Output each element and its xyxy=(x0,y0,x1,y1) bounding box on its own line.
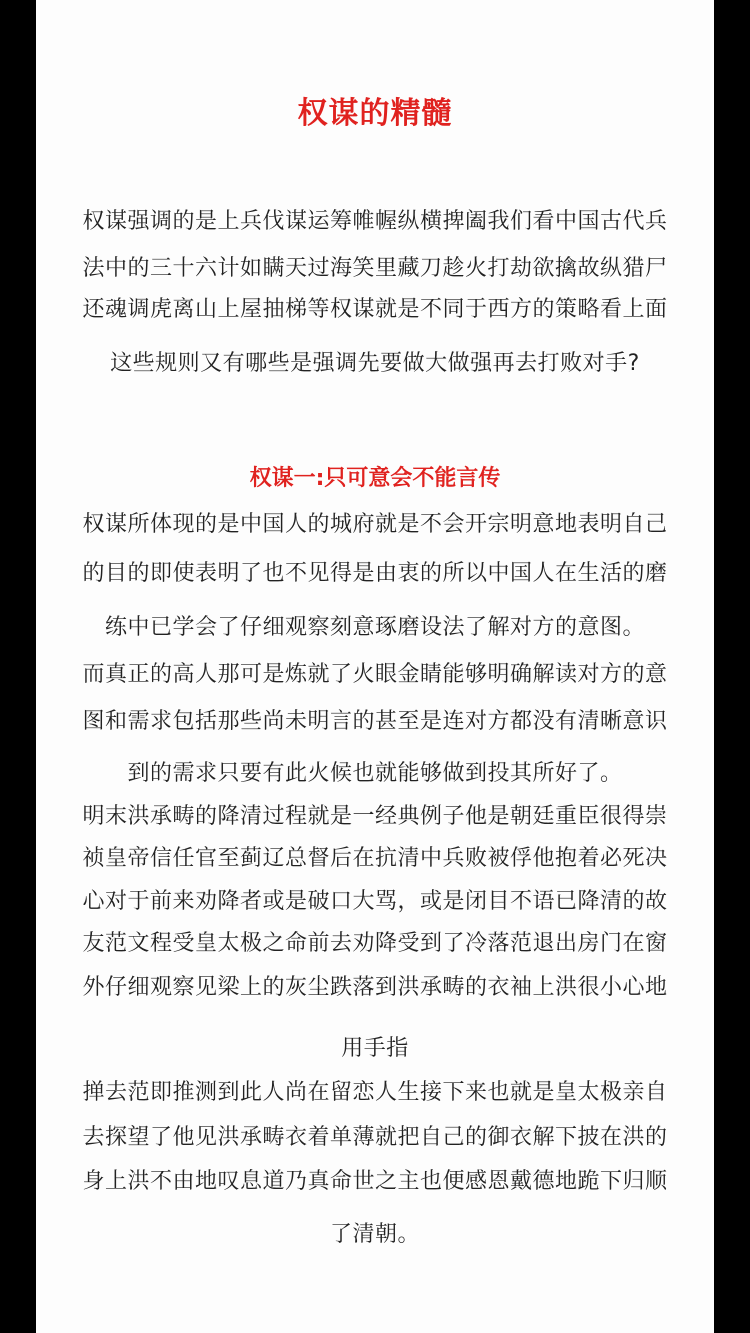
body-line: 去探望了他见洪承畴衣着单薄就把自己的御衣解下披在洪的 xyxy=(82,1125,668,1150)
section-title: 权谋一:只可意会不能言传 xyxy=(249,466,501,491)
intro-line: 这些规则又有哪些是强调先要做大做强再去打败对手? xyxy=(110,351,640,376)
body-line: 掸去范即推测到此人尚在留恋人生接下来也就是皇太极亲自 xyxy=(82,1080,668,1105)
body-line: 友范文程受皇太极之命前去劝降受到了冷落范退出房门在窗 xyxy=(82,931,668,956)
body-line: 用手指 xyxy=(341,1036,409,1061)
article-title: 权谋的精髓 xyxy=(297,96,453,131)
body-line: 而真正的高人那可是炼就了火眼金睛能够明确解读对方的意 xyxy=(82,662,668,687)
body-line: 外仔细观察见梁上的灰尘跌落到洪承畴的衣袖上洪很小心地 xyxy=(82,975,668,1000)
body-line: 到的需求只要有此火候也就能够做到投其所好了。 xyxy=(127,761,623,786)
body-line: 明末洪承畴的降清过程就是一经典例子他是朝廷重臣很得崇 xyxy=(82,804,668,829)
body-line: 的目的即使表明了也不见得是由衷的所以中国人在生活的磨 xyxy=(82,561,668,586)
body-line: 权谋所体现的是中国人的城府就是不会开宗明意地表明自己 xyxy=(82,512,668,537)
intro-line: 权谋强调的是上兵伐谋运筹帷幄纵横捭阖我们看中国古代兵 xyxy=(82,209,668,234)
intro-line: 还魂调虎离山上屋抽梯等权谋就是不同于西方的策略看上面 xyxy=(82,297,668,322)
intro-line: 法中的三十六计如瞒天过海笑里藏刀趁火打劫欲擒故纵猎尸 xyxy=(82,256,668,281)
body-line: 练中已学会了仔细观察刻意琢磨设法了解对方的意图。 xyxy=(104,615,645,640)
body-line: 心对于前来劝降者或是破口大骂，或是闭目不语已降清的故 xyxy=(82,889,668,914)
body-line: 身上洪不由地叹息道乃真命世之主也便感恩戴德地跪下归顺 xyxy=(82,1169,668,1194)
body-line: 祯皇帝信任官至蓟辽总督后在抗清中兵败被俘他抱着必死决 xyxy=(82,846,668,871)
body-line: 了清朝。 xyxy=(329,1222,420,1247)
body-line: 图和需求包括那些尚未明言的甚至是连对方都没有清晰意识 xyxy=(82,709,668,734)
article-page xyxy=(36,0,714,1333)
